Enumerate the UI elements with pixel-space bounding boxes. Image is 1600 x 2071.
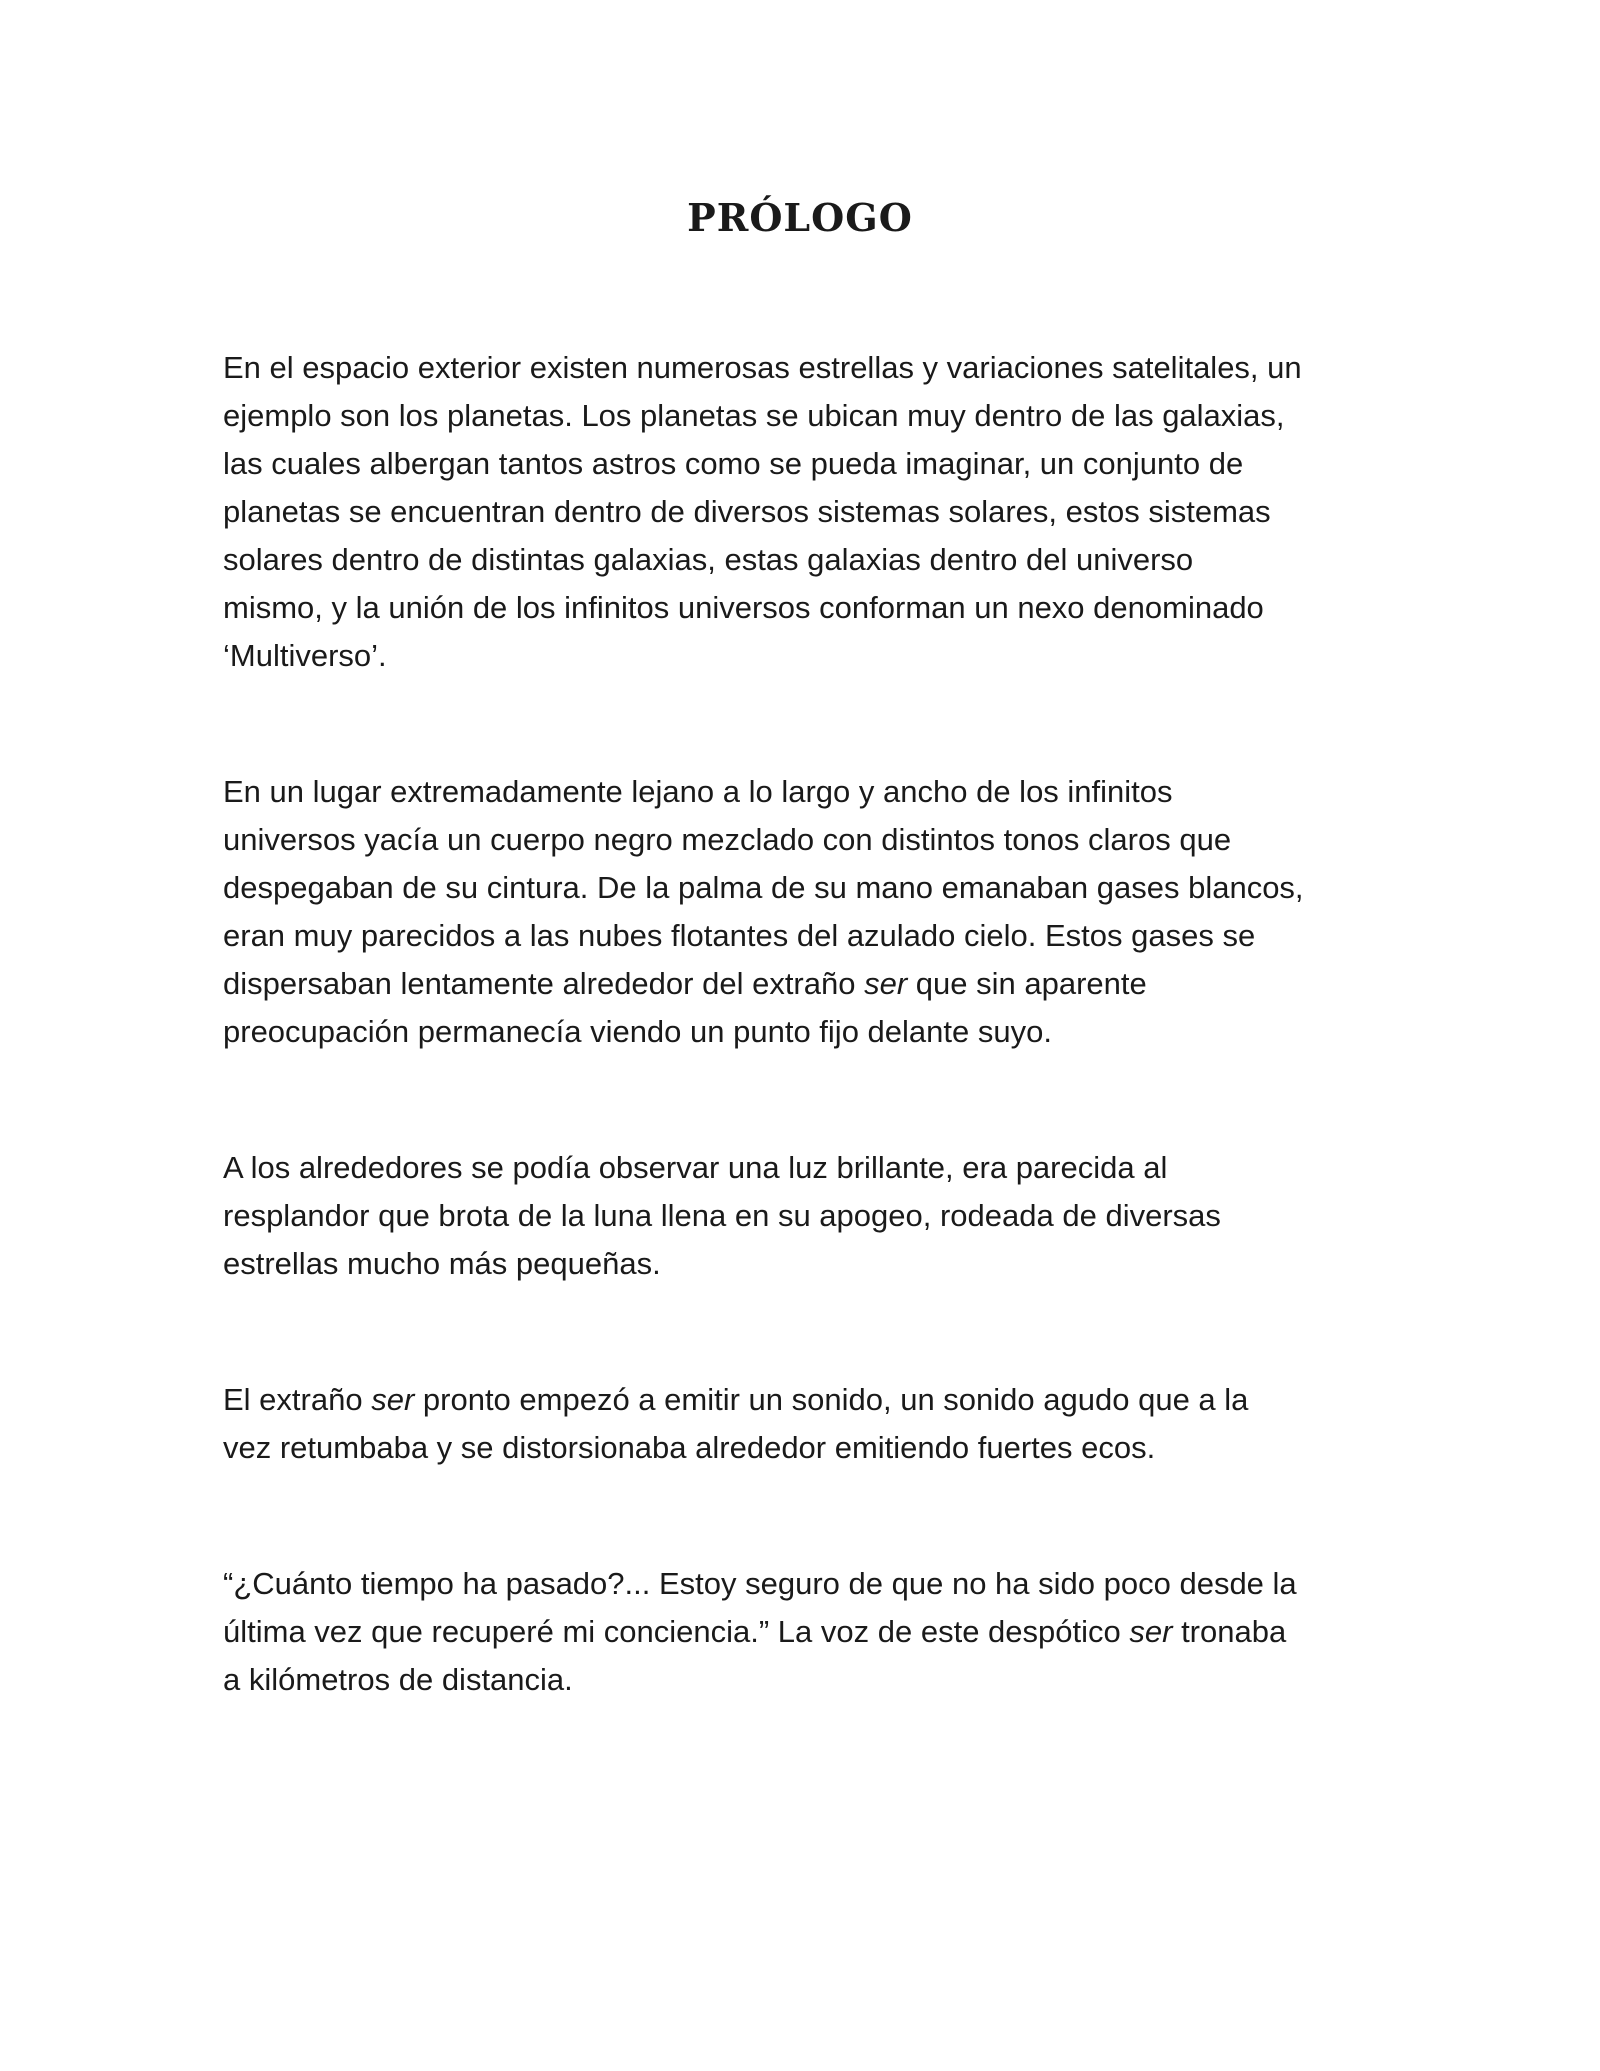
- paragraph-line: En un lugar extremadamente lejano a lo largo y ancho de los infinitos: [223, 774, 1173, 809]
- paragraph-line: [223, 1376, 1393, 1424]
- paragraph-line: resplandor que brota de la luna llena en su apogeo, rodeada de diversas: [223, 1198, 1221, 1233]
- paragraph-line: eran muy parecidos a las nubes flotantes del azulado cielo. Estos gases se: [223, 918, 1256, 953]
- paragraph-line: universos yacía un cuerpo negro mezclado con distintos tonos claros que: [223, 822, 1232, 857]
- text-segment: dispersaban lentamente alrededor del extraño: [223, 966, 865, 1001]
- paragraph-line: ejemplo son los planetas. Los planetas se ubican muy dentro de las galaxias,: [223, 398, 1285, 433]
- paragraph-line: a kilómetros de distancia.: [223, 1662, 573, 1697]
- paragraph-line: [223, 960, 1393, 1008]
- italic-word: ser: [864, 966, 908, 1001]
- italic-word: ser: [1129, 1614, 1173, 1649]
- paragraph-line: ‘Multiverso’.: [223, 638, 387, 673]
- text-segment: última vez que recuperé mi conciencia.” La voz de este despótico: [223, 1614, 1130, 1649]
- paragraph-line: planetas se encuentran dentro de diversos sistemas solares, estos sistemas: [223, 494, 1271, 529]
- paragraph-3: [223, 1144, 1393, 1288]
- paragraph-line: mismo, y la unión de los infinitos universos conforman un nexo denominado: [223, 590, 1264, 625]
- italic-word: ser: [371, 1382, 415, 1417]
- paragraph-5: [223, 1560, 1393, 1704]
- paragraph-line: vez retumbaba y se distorsionaba alrededor emitiendo fuertes ecos.: [223, 1430, 1156, 1465]
- paragraph-line: “¿Cuánto tiempo ha pasado?... Estoy seguro de que no ha sido poco desde la: [223, 1566, 1297, 1601]
- text-segment: El extraño: [223, 1382, 372, 1417]
- paragraph-line: las cuales albergan tantos astros como se pueda imaginar, un conjunto de: [223, 446, 1244, 481]
- paragraph-line: [223, 1608, 1393, 1656]
- paragraph-line: despegaban de su cintura. De la palma de su mano emanaban gases blancos,: [223, 870, 1304, 905]
- text-segment: pronto empezó a emitir un sonido, un sonido agudo que a la: [414, 1382, 1249, 1417]
- paragraph-line: preocupación permanecía viendo un punto fijo delante suyo.: [223, 1014, 1052, 1049]
- paragraph-line: En el espacio exterior existen numerosas estrellas y variaciones satelitales, un: [223, 350, 1302, 385]
- paragraph-line: estrellas mucho más pequeñas.: [223, 1246, 661, 1281]
- text-segment: tronaba: [1172, 1614, 1287, 1649]
- paragraph-2: [223, 768, 1393, 1056]
- paragraph-line: solares dentro de distintas galaxias, estas galaxias dentro del universo: [223, 542, 1194, 577]
- text-segment: que sin aparente: [907, 966, 1147, 1001]
- paragraph-1: [223, 344, 1393, 680]
- paragraph-line: A los alrededores se podía observar una luz brillante, era parecida al: [223, 1150, 1168, 1185]
- paragraph-4: [223, 1376, 1393, 1472]
- page-title: PRÓLOGO: [687, 195, 913, 240]
